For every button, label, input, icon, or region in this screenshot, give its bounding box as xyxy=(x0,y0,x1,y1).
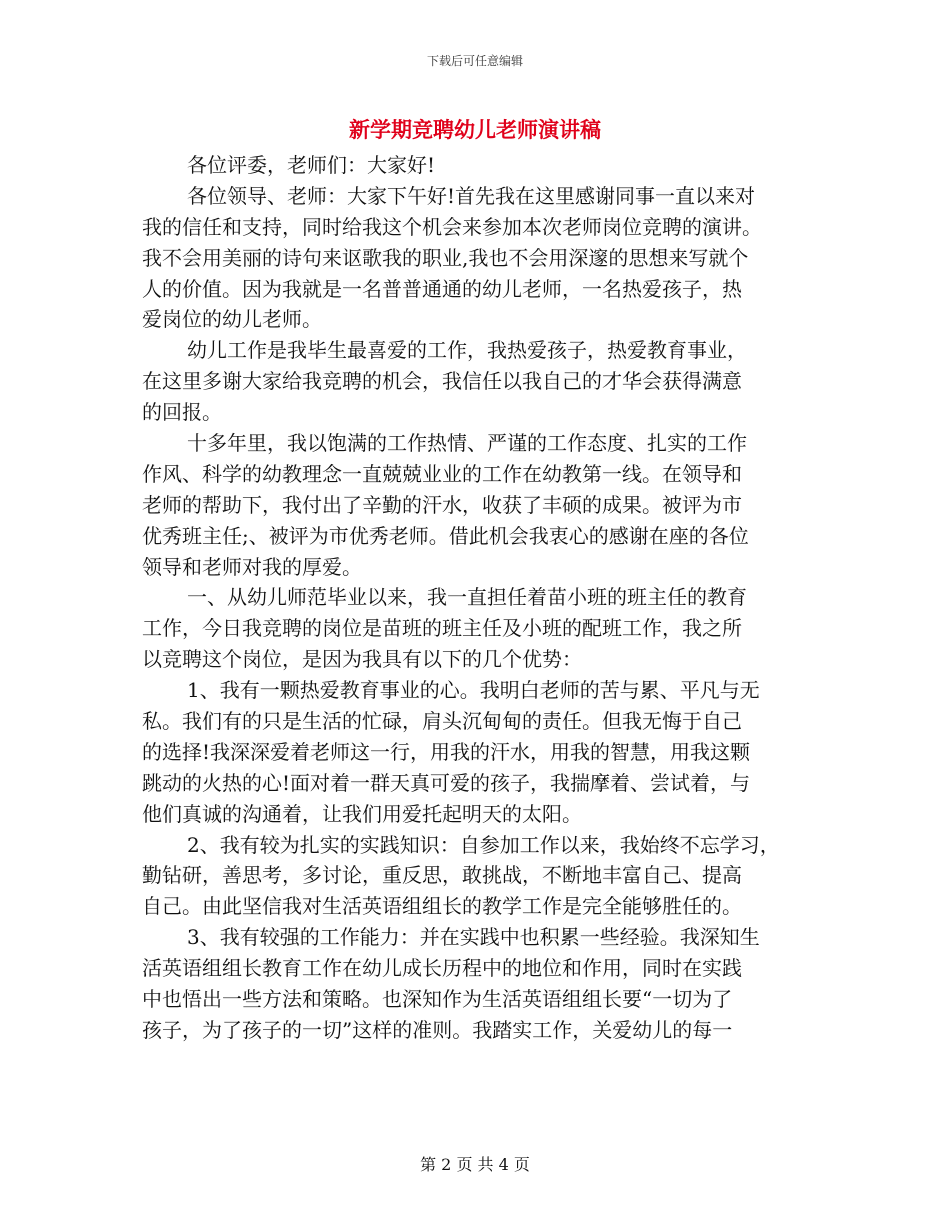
text-line: 孩子，为了孩子的一切”这样的准则。我踏实工作，关爱幼儿的每一 xyxy=(142,1017,733,1042)
text-line: 私。我们有的只是生活的忙碌，肩头沉甸甸的责任。但我无悔于自己 xyxy=(142,709,742,734)
text-line: 中也悟出一些方法和策略。也深知作为生活英语组组长要“一切为了 xyxy=(142,987,733,1012)
text-line: 作风、科学的幼教理念一直兢兢业业的工作在幼教第一线。在领导和 xyxy=(142,461,742,486)
text-line: 在这里多谢大家给我竞聘的机会，我信任以我自己的才华会获得满意 xyxy=(142,369,742,394)
text-line: 各位领导、老师：大家下午好!首先我在这里感谢同事一直以来对 xyxy=(187,183,756,208)
text-line: 我的信任和支持，同时给我这个机会来参加本次老师岗位竞聘的演讲。 xyxy=(142,214,762,239)
text-line: 工作，今日我竞聘的岗位是苗班的班主任及小班的配班工作，我之所 xyxy=(142,616,742,641)
text-line: 优秀班主任;、被评为市优秀老师。借此机会我衷心的感谢在座的各位 xyxy=(142,523,749,548)
text-line: 老师的帮助下，我付出了辛勤的汗水，收获了丰硕的成果。被评为市 xyxy=(142,492,742,517)
text-line: 2、我有较为扎实的实践知识：自参加工作以来，我始终不忘学习， xyxy=(187,832,780,857)
text-line: 领导和老师对我的厚爱。 xyxy=(142,554,362,579)
text-line: 3、我有较强的工作能力：并在实践中也积累一些经验。我深知生 xyxy=(187,925,760,950)
document-body xyxy=(142,150,832,1046)
text-line: 一、从幼儿师范毕业以来，我一直担任着苗小班的班主任的教育 xyxy=(187,585,747,610)
page-number-footer: 第 2 页 共 4 页 xyxy=(420,1155,530,1174)
text-line: 他们真诚的沟通着，让我们用爱托起明天的太阳。 xyxy=(142,801,582,826)
text-line: 人的价值。因为我就是一名普普通通的幼儿老师，一名热爱孩子，热 xyxy=(142,276,742,301)
text-line: 活英语组组长教育工作在幼儿成长历程中的地位和作用，同时在实践 xyxy=(142,956,742,981)
text-line: 幼儿工作是我毕生最喜爱的工作，我热爱孩子，热爱教育事业， xyxy=(187,338,747,363)
text-line: 勤钻研，善思考，多讨论，重反思，敢挑战，不断地丰富自己、提高 xyxy=(142,863,742,888)
text-line: 十多年里，我以饱满的工作热情、严谨的工作态度、扎实的工作 xyxy=(187,431,747,456)
text-line: 的选择!我深深爱着老师这一行，用我的汗水，用我的智慧，用我这颗 xyxy=(142,739,751,764)
text-line: 跳动的火热的心!面对着一群天真可爱的孩子，我揣摩着、尝试着，与 xyxy=(142,770,751,795)
text-line: 各位评委，老师们：大家好! xyxy=(187,153,436,177)
document-title: 新学期竞聘幼儿老师演讲稿 xyxy=(349,117,601,142)
text-line: 我不会用美丽的诗句来讴歌我的职业,我也不会用深邃的思想来写就个 xyxy=(142,245,749,270)
text-line: 自己。由此坚信我对生活英语组组长的教学工作是完全能够胜任的。 xyxy=(142,894,742,919)
text-line: 以竞聘这个岗位，是因为我具有以下的几个优势： xyxy=(142,647,582,672)
text-line: 1、我有一颗热爱教育事业的心。我明白老师的苦与累、平凡与无 xyxy=(187,678,760,703)
text-line: 爱岗位的幼儿老师。 xyxy=(142,307,322,332)
text-line: 的回报。 xyxy=(142,400,222,425)
page-header-note: 下载后可任意编辑 xyxy=(426,54,523,68)
